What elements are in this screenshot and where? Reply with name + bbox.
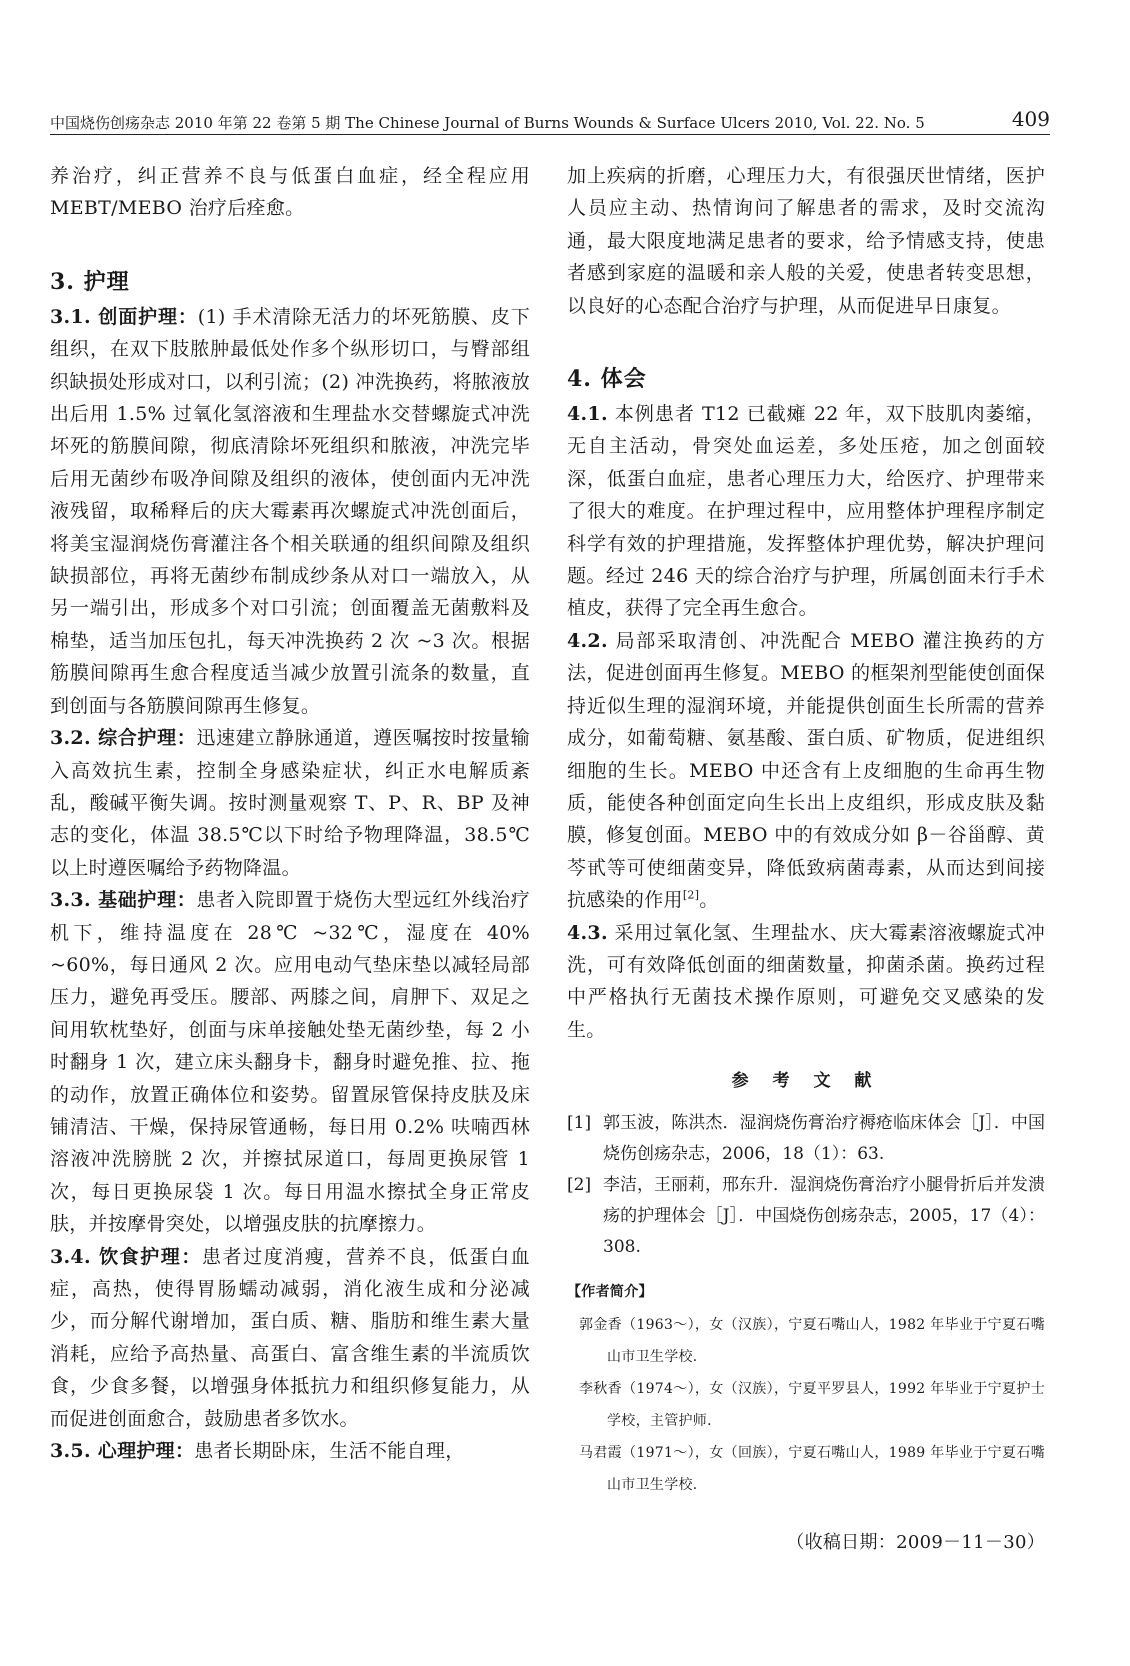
reference-number: [1] bbox=[567, 1113, 592, 1134]
author-info-list bbox=[567, 1309, 1045, 1501]
section-3-1 bbox=[50, 301, 530, 722]
section-4-3-label: 4.3. bbox=[567, 921, 608, 944]
section-3-4-label: 3.4. 饮食护理： bbox=[50, 1245, 202, 1268]
section-3-5 bbox=[50, 1435, 530, 1467]
section-3-5-text: 患者长期卧床，生活不能自理， bbox=[194, 1440, 465, 1463]
reference-text: 郭玉波，陈洪杰．湿润烧伤膏治疗褥疮临床体会［J］．中国烧伤创疡杂志，2006，18（1）：63. bbox=[603, 1113, 1045, 1165]
section-4-1 bbox=[567, 398, 1045, 625]
section-4-2-text: 局部采取清创、冲洗配合 MEBO 灌注换药的方法，促进创面再生修复。MEBO 的框架剂型能使创面保持近似生理的湿润环境，并能提供创面生长所需的营养成分，如葡萄糖、氨基酸、蛋白质、矿物质，促进组织细胞的生长。MEBO 中还含有上皮细胞的生命再生物质，能使各种创面定向生长出上皮组织，形成皮肤及黏膜，修复创面。MEBO 中的有效成分如 β－谷甾醇、黄芩甙等可使细菌变异，降低致病菌毒素，从而达到间接抗感染的作用 bbox=[567, 629, 1045, 912]
section-3-2 bbox=[50, 722, 530, 884]
header-rule bbox=[50, 134, 1050, 135]
author-info-item: 马君霞（1971～），女（回族），宁夏石嘴山人，1989 年毕业于宁夏石嘴山市卫生学校． bbox=[579, 1445, 1045, 1494]
section-3-3 bbox=[50, 884, 530, 1240]
section-3-1-text: (1) 手术清除无活力的坏死筋膜、皮下组织，在双下肢脓肿最低处作多个纵形切口，与臀部组织缺损处形成对口，以利引流；(2) 冲洗换药，将脓液放出后用 1.5% 过氧化氢溶液和生理盐水交替螺旋式冲洗坏死的筋膜间隙，彻底清除坏死组织和脓液，冲洗完毕后用无菌纱布吸净间隙及组织的液体，使创面内无冲洗液残留，取稀释后的庆大霉素再次螺旋式冲洗创面后，将美宝湿润烧伤膏灌注各个相关联通的组织间隙及组织缺损部位，再将无菌纱布制成纱条从对口一端放入，从另一端引出，形成多个对口引流；创面覆盖无菌敷料及棉垫，适当加压包扎，每天冲洗换药 2 次 ~3 次。根据筋膜间隙再生愈合程度适当减少放置引流条的数量，直到创面与各筋膜间隙再生修复。 bbox=[50, 305, 530, 717]
references-title: 参 考 文 献 bbox=[731, 1071, 881, 1092]
section-3-2-text: 迅速建立静脉通道，遵医嘱按时按量输入高效抗生素，控制全身感染症状，纠正水电解质紊乱，酸碱平衡失调。按时测量观察 T、P、R、BP 及神志的变化，体温 38.5℃以下时给予物理降温，38.5℃以上时遵医嘱给予药物降温。 bbox=[50, 727, 530, 879]
section-3-1-label: 3.1. 创面护理： bbox=[50, 305, 198, 328]
section-3-5-label: 3.5. 心理护理： bbox=[50, 1440, 195, 1463]
section-3-title: 3. 护理 bbox=[50, 268, 130, 295]
section-3-4-text: 患者过度消瘦，营养不良，低蛋白血症，高热，使得胃肠蠕动减弱，消化液生成和分泌减少，而分解代谢增加，蛋白质、糖、脂肪和维生素大量消耗，应给予高热量、高蛋白、富含维生素的半流质饮食，少食多餐，以增强身体抵抗力和组织修复能力，从而促进创面愈合，鼓励患者多饮水。 bbox=[50, 1245, 530, 1430]
section-3-3-label: 3.3. 基础护理： bbox=[50, 889, 197, 912]
section-4-2-end: 。 bbox=[699, 889, 719, 912]
continuation-paragraph: 养治疗，纠正营养不良与低蛋白血症，经全程应用 MEBT/MEBO 治疗后痊愈。 bbox=[50, 165, 530, 220]
right-column bbox=[567, 160, 1045, 1557]
received-date: （收稿日期：2009－11－30） bbox=[786, 1532, 1045, 1554]
section-3-2-label: 3.2. 综合护理： bbox=[50, 727, 197, 750]
citation-2[interactable]: [2] bbox=[682, 888, 700, 902]
author-info-item: 郭金香（1963～），女（汉族），宁夏石嘴山人，1982 年毕业于宁夏石嘴山市卫生学校． bbox=[579, 1317, 1045, 1366]
reference-item bbox=[567, 1170, 1045, 1263]
reference-number: [2] bbox=[567, 1175, 592, 1196]
section-4-3 bbox=[567, 917, 1045, 1047]
running-head bbox=[50, 107, 1050, 136]
section-4-2 bbox=[567, 625, 1045, 917]
running-head-text: 中国烧伤创疡杂志 2010 年第 22 卷第 5 期 The Chinese Journal of Burns Wounds & Surface Ulcers 2010, Vol. 22. No. 5 bbox=[50, 114, 925, 132]
section-3-3-text: 患者入院即置于烧伤大型远红外线治疗机下，维持温度在 28℃ ~32℃，湿度在 40% ~60%，每日通风 2 次。应用电动气垫床垫以减轻局部压力，避免再受压。腰部、两膝之间，肩胛下、双足之间用软枕垫好，创面与床单接触处垫无菌纱垫，每 2 小时翻身 1 次，建立床头翻身卡，翻身时避免推、拉、拖的动作，放置正确体位和姿势。留置尿管保持皮肤及床铺清洁、干燥，保持尿管通畅，每日用 0.2% 呋喃西林溶液冲洗膀胱 2 次，并擦拭尿道口，每周更换尿管 1 次，每日更换尿袋 1 次。每日用温水擦拭全身正常皮肤，并按摩骨突处，以增强皮肤的抗摩擦力。 bbox=[50, 889, 530, 1236]
author-info-item: 李秋香（1974～），女（汉族），宁夏平罗县人，1992 年毕业于宁夏护士学校，主管护师． bbox=[579, 1381, 1045, 1430]
page-number: 409 bbox=[1011, 107, 1050, 131]
reference-item bbox=[567, 1108, 1045, 1170]
section-4-1-label: 4.1. bbox=[567, 403, 608, 426]
section-4-title: 4. 体会 bbox=[567, 366, 647, 393]
reference-text: 李洁，王丽莉，邢东升．湿润烧伤膏治疗小腿骨折后并发溃疡的护理体会［J］．中国烧伤创疡杂志，2005，17（4）：308. bbox=[603, 1175, 1045, 1258]
section-4-2-label: 4.2. bbox=[567, 629, 608, 652]
left-column bbox=[50, 160, 530, 1467]
section-4-1-text: 本例患者 T12 已截瘫 22 年，双下肢肌肉萎缩，无自主活动，骨突处血运差，多处压疮，加之创面较深，低蛋白血症，患者心理压力大，给医疗、护理带来了很大的难度。在护理过程中，应用整体护理程序制定科学有效的护理措施，发挥整体护理优势，解决护理问题。经过 246 天的综合治疗与护理，所属创面未行手术植皮，获得了完全再生愈合。 bbox=[567, 403, 1045, 620]
continuation-paragraph: 加上疾病的折磨，心理压力大，有很强厌世情绪，医护人员应主动、热情询问了解患者的需求，及时交流沟通，最大限度地满足患者的要求，给予情感支持，使患者感到家庭的温暖和亲人般的关爱，使患者转变思想，以良好的心态配合治疗与护理，从而促进早日康复。 bbox=[567, 165, 1045, 317]
section-4-3-text: 采用过氧化氢、生理盐水、庆大霉素溶液螺旋式冲洗，可有效降低创面的细菌数量，抑菌杀菌。换药过程中严格执行无菌技术操作原则，可避免交叉感染的发生。 bbox=[567, 921, 1045, 1041]
author-info-heading: 【作者简介】 bbox=[567, 1284, 653, 1301]
section-3-4 bbox=[50, 1241, 530, 1435]
